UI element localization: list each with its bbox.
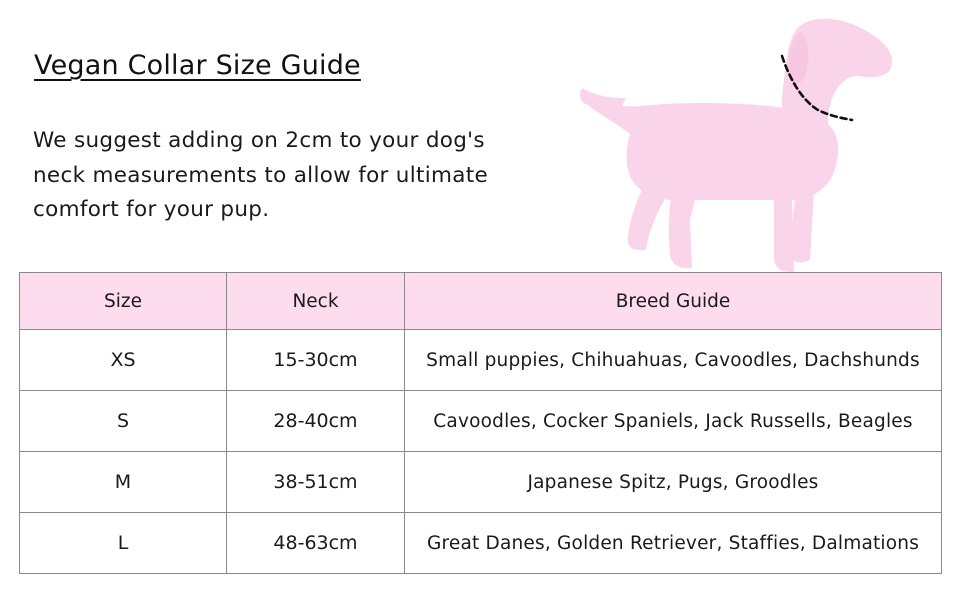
table-row (20, 452, 942, 513)
intro-line: neck measurements to allow for ultimate (33, 162, 488, 188)
header-size: Size (20, 273, 227, 330)
table-header-row (20, 273, 942, 330)
table-row (20, 391, 942, 452)
size-cell: XS (20, 330, 227, 391)
page-title: Vegan Collar Size Guide (34, 50, 361, 81)
size-cell: S (20, 391, 227, 452)
table-row (20, 330, 942, 391)
neck-cell: 15-30cm (227, 330, 405, 391)
header-breed-guide: Breed Guide (405, 273, 942, 330)
breed-cell: Cavoodles, Cocker Spaniels, Jack Russells, Beagles (405, 391, 942, 452)
breed-cell: Small puppies, Chihuahuas, Cavoodles, Dachshunds (405, 330, 942, 391)
intro-line: comfort for your pup. (33, 197, 270, 222)
size-cell: L (20, 513, 227, 574)
breed-cell: Japanese Spitz, Pugs, Groodles (405, 452, 942, 513)
breed-cell: Great Danes, Golden Retriever, Staffies, Dalmations (405, 513, 942, 574)
header-neck: Neck (227, 273, 405, 330)
intro-line: We suggest adding on 2cm to your dog's (33, 128, 485, 153)
neck-cell: 48-63cm (227, 513, 405, 574)
table-row (20, 513, 942, 574)
size-cell: M (20, 452, 227, 513)
neck-cell: 38-51cm (227, 452, 405, 513)
dog-silhouette-icon (578, 10, 908, 280)
size-guide-table (19, 272, 942, 574)
dog-body (580, 19, 892, 272)
neck-cell: 28-40cm (227, 391, 405, 452)
intro-text (33, 124, 553, 228)
